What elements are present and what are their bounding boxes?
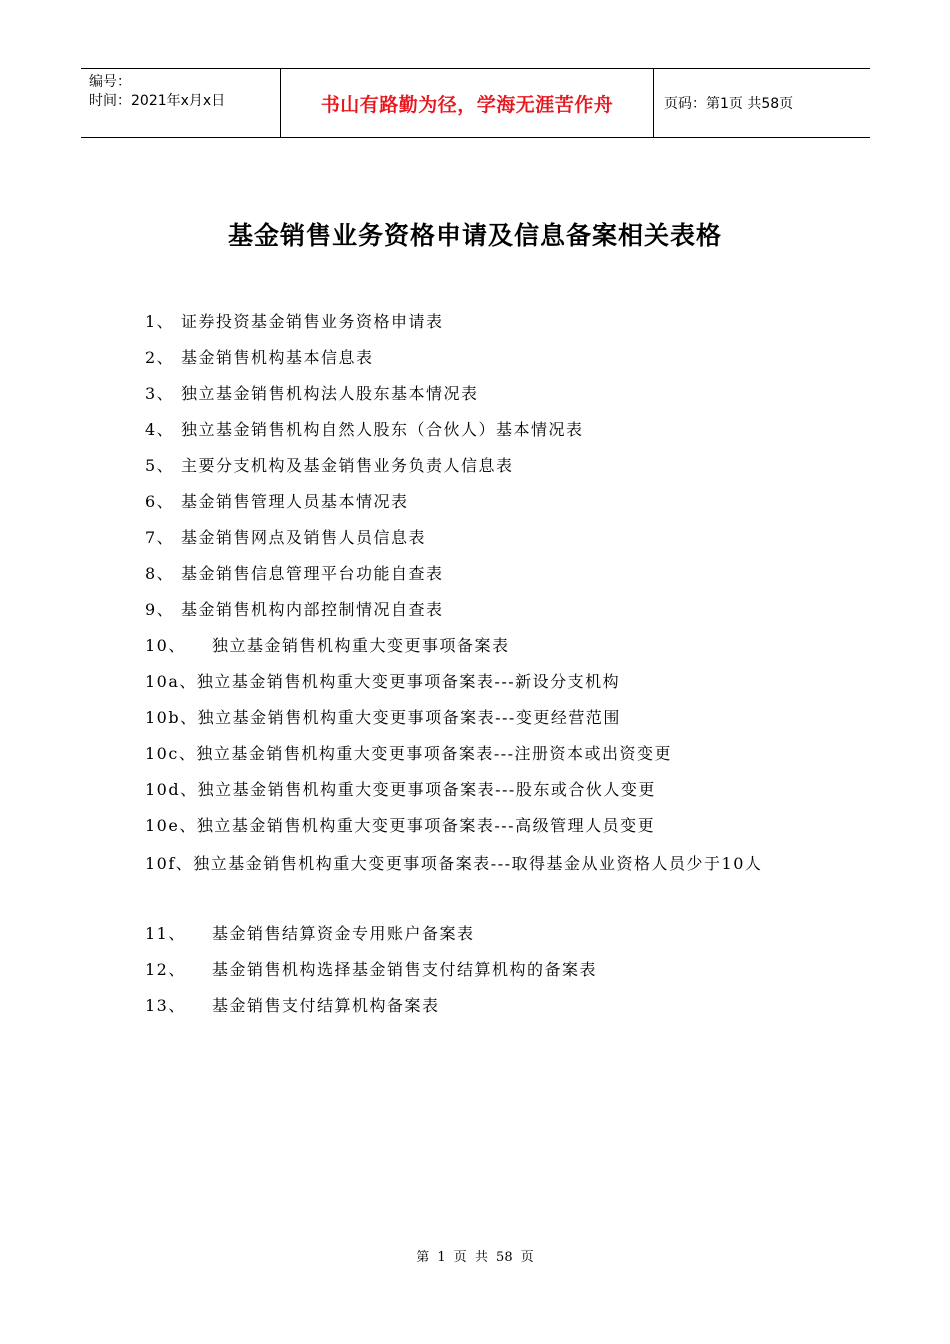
- item-number: 7、: [145, 528, 175, 547]
- list-item: [145, 630, 825, 666]
- item-text: 基金销售结算资金专用账户备案表: [212, 924, 475, 943]
- item-text: 基金销售信息管理平台功能自查表: [181, 564, 444, 583]
- list-item: [145, 918, 825, 954]
- item-number: 1、: [145, 312, 175, 331]
- header-page-info: 页码：第1页 共58页: [664, 96, 794, 112]
- header-motto: 书山有路勤为径，学海无涯苦作舟: [281, 69, 654, 137]
- item-text: 独立基金销售机构重大变更事项备案表---高级管理人员变更: [196, 816, 656, 835]
- item-text: 证券投资基金销售业务资格申请表: [181, 312, 444, 331]
- item-text: 基金销售机构选择基金销售支付结算机构的备案表: [212, 960, 598, 979]
- item-number: 13、: [145, 996, 186, 1015]
- list-item: [145, 666, 825, 702]
- item-number: 3、: [145, 384, 175, 403]
- item-number: 11、: [145, 924, 186, 943]
- list-item: [145, 846, 825, 918]
- item-text: 独立基金销售机构重大变更事项备案表---新设分支机构: [196, 672, 621, 691]
- item-number: 10a、: [145, 672, 197, 691]
- list-item: [145, 990, 825, 1026]
- list-item: [145, 414, 825, 450]
- item-text: 主要分支机构及基金销售业务负责人信息表: [181, 456, 514, 475]
- list-item: [145, 774, 825, 810]
- list-item: [145, 522, 825, 558]
- list-item: [145, 738, 825, 774]
- item-number: 2、: [145, 348, 175, 367]
- item-text: 基金销售支付结算机构备案表: [212, 996, 440, 1015]
- list-item: [145, 306, 825, 342]
- item-number: 10、: [145, 636, 186, 655]
- item-text: 独立基金销售机构重大变更事项备案表---注册资本或出资变更: [196, 744, 673, 763]
- list-item: [145, 378, 825, 414]
- item-text: 基金销售机构内部控制情况自查表: [181, 600, 444, 619]
- item-number: 5、: [145, 456, 175, 475]
- document-title: 基金销售业务资格申请及信息备案相关表格: [227, 221, 722, 250]
- list-item: [145, 702, 825, 738]
- item-text: 基金销售机构基本信息表: [181, 348, 374, 367]
- list-item: [145, 342, 825, 378]
- item-number: 4、: [145, 420, 175, 439]
- list-item: [145, 486, 825, 522]
- item-number: 10b、: [145, 708, 198, 727]
- item-text: 独立基金销售机构重大变更事项备案表---取得基金从业资格人员少于10人: [193, 854, 763, 873]
- item-number: 10f、: [145, 854, 194, 873]
- list-item: [145, 810, 825, 846]
- item-text: 独立基金销售机构法人股东基本情况表: [181, 384, 479, 403]
- item-text: 独立基金销售机构自然人股东（合伙人）基本情况表: [181, 420, 584, 439]
- list-item: [145, 594, 825, 630]
- item-text: 独立基金销售机构重大变更事项备案表---变更经营范围: [197, 708, 621, 727]
- item-number: 12、: [145, 960, 186, 979]
- page-footer: 第 1 页 共 58 页: [416, 1250, 534, 1265]
- item-number: 9、: [145, 600, 175, 619]
- list-item: [145, 450, 825, 486]
- item-number: 6、: [145, 492, 175, 511]
- date-label: 时间：2021年x月x日: [89, 93, 226, 109]
- form-list: [145, 306, 825, 1026]
- header-meta: [81, 69, 281, 137]
- list-item: [145, 954, 825, 990]
- item-text: 独立基金销售机构重大变更事项备案表: [212, 636, 510, 655]
- item-number: 10d、: [145, 780, 198, 799]
- item-number: 8、: [145, 564, 175, 583]
- page-header: [81, 68, 870, 138]
- list-item: [145, 558, 825, 594]
- item-number: 10c、: [145, 744, 197, 763]
- number-label: 编号：: [89, 74, 131, 90]
- item-text: 基金销售网点及销售人员信息表: [181, 528, 427, 547]
- item-number: 10e、: [145, 816, 197, 835]
- item-text: 基金销售管理人员基本情况表: [181, 492, 409, 511]
- item-text: 独立基金销售机构重大变更事项备案表---股东或合伙人变更: [197, 780, 656, 799]
